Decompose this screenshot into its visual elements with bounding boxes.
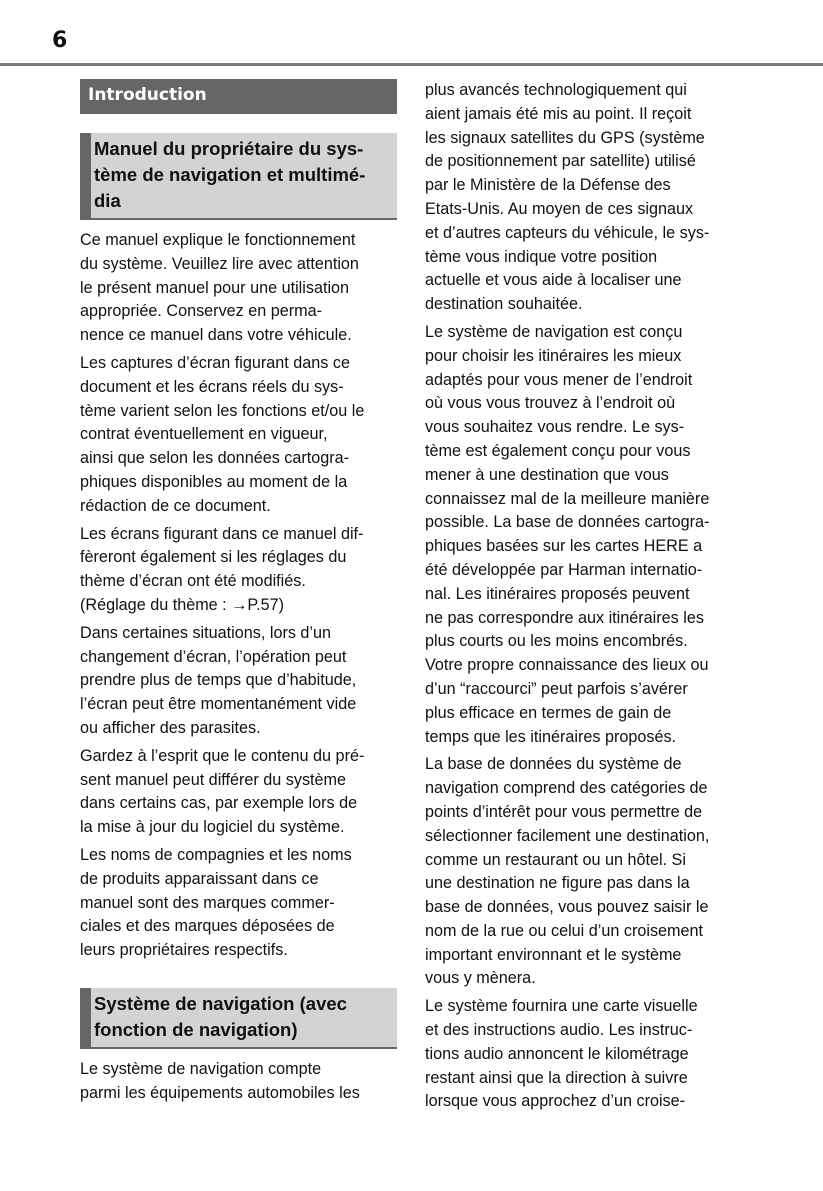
section-heading (80, 133, 397, 220)
text-line: Dans certaines situations, lors d’un (80, 623, 332, 642)
text-line: possible. La base de données cartogra- (425, 513, 710, 532)
paragraph (80, 523, 400, 618)
heading-line: fonction de navigation) (94, 1018, 298, 1040)
text-line: temps que les itinéraires proposés. (425, 727, 677, 746)
text-line: contrat éventuellement en vigueur, (80, 425, 328, 444)
text-line: manuel sont des marques commer- (80, 893, 335, 912)
text-line: (Réglage du thème : →P.57) (80, 595, 284, 614)
text-line: Le système fournira une carte visuelle (425, 997, 698, 1016)
text-line: Ce manuel explique le fonctionnement (80, 231, 356, 249)
sections (80, 133, 400, 1106)
heading-line: tème de navigation et multimé- (94, 164, 366, 185)
text-line: nal. Les itinéraires proposés peuvent (425, 584, 690, 603)
text-line: ainsi que selon les données cartogra- (80, 449, 350, 468)
text-line: appropriée. Conservez en perma- (80, 302, 323, 321)
text-line: La base de données du système de (425, 755, 682, 774)
text-line: Le système de navigation est conçu (425, 322, 683, 341)
text-line: nom de la rue ou celui d’un croisement (425, 921, 704, 940)
text-line: nence ce manuel dans votre véhicule. (80, 326, 352, 345)
text-line: de positionnement par satellite) utilisé (425, 152, 696, 171)
text-line: Les noms de compagnies et les noms (80, 845, 352, 864)
text-line: lorsque vous approchez d’un croise- (425, 1092, 686, 1111)
text-line: été développée par Harman internatio- (425, 560, 703, 579)
text-line: et d’autres capteurs du véhicule, le sys- (425, 223, 710, 242)
paragraph (425, 995, 745, 1114)
text-line: le présent manuel pour une utilisation (80, 278, 350, 297)
left-column (80, 79, 400, 1106)
text-line: tème est également conçu pour vous (425, 441, 691, 460)
heading-line: dia (94, 190, 121, 211)
text-line: changement d’écran, l’opération peut (80, 647, 347, 666)
text-line: fèreront également si les réglages du (80, 548, 347, 567)
paragraph (425, 79, 745, 317)
heading-line: Manuel du propriétaire du sys- (94, 138, 364, 159)
text-line: adaptés pour vous mener de l’endroit (425, 370, 693, 389)
text-line: destination souhaitée. (425, 295, 583, 314)
text-line: ciales et des marques déposées de (80, 917, 335, 936)
text-line: par le Ministère de la Défense des (425, 176, 671, 195)
paragraph (80, 745, 400, 840)
text-line: thème d’écran ont été modifiés. (80, 572, 306, 591)
text-line: Gardez à l’esprit que le contenu du pré- (80, 746, 365, 765)
text-line: Les écrans figurant dans ce manuel dif- (80, 524, 364, 543)
text-line: vous y mènera. (425, 969, 536, 988)
text-line: dans certains cas, par exemple lors de (80, 794, 358, 813)
text-line: base de données, vous pouvez saisir le (425, 898, 709, 917)
text-line: une destination ne figure pas dans la (425, 874, 690, 893)
paragraph (425, 321, 745, 749)
text-line: pour choisir les itinéraires les mieux (425, 346, 682, 365)
text-line: tème varient selon les fonctions et/ou le (80, 401, 365, 420)
text-line: rédaction de ce document. (80, 496, 271, 515)
text-line: plus courts ou les moins encombrés. (425, 632, 688, 651)
text-line: sent manuel peut différer du système (80, 770, 347, 789)
paragraph (425, 753, 745, 991)
text-line: où vous vous trouvez à l’endroit où (425, 394, 676, 413)
text-line: mener à une destination que vous (425, 465, 669, 484)
text-line: important environnant et le système (425, 945, 682, 964)
text-line: ne pas correspondre aux itinéraires les (425, 608, 704, 627)
text-line: l’écran peut être momentanément vide (80, 695, 357, 714)
header-rule (0, 63, 823, 66)
text-line: points d’intérêt pour vous permettre de (425, 802, 703, 821)
text-line: leurs propriétaires respectifs. (80, 941, 288, 960)
text-line: Votre propre connaissance des lieux ou (425, 656, 709, 675)
text-line: de produits apparaissant dans ce (80, 869, 319, 888)
text-line: du système. Veuillez lire avec attention (80, 254, 359, 273)
text-line: les signaux satellites du GPS (système (425, 128, 705, 147)
text-line: tions audio annoncent le kilométrage (425, 1044, 689, 1063)
text-line: la mise à jour du logiciel du système. (80, 818, 345, 837)
text-line: restant ainsi que la direction à suivre (425, 1068, 688, 1087)
page-number: 6 (52, 28, 68, 53)
chapter-title: Introduction (80, 79, 397, 114)
section-heading (80, 988, 397, 1049)
text-line: plus efficace en termes de gain de (425, 703, 672, 722)
text-line: ou afficher des parasites. (80, 718, 261, 737)
text-line: phiques basées sur les cartes HERE a (425, 537, 703, 556)
text-line: comme un restaurant ou un hôtel. Si (425, 850, 686, 869)
text-line: actuelle et vous aide à localiser une (425, 271, 682, 290)
right-column (425, 75, 745, 1114)
text-line: tème vous indique votre position (425, 247, 658, 266)
text-line: prendre plus de temps que d’habitude, (80, 671, 357, 690)
text-line: plus avancés technologiquement qui (425, 81, 687, 99)
text-line: connaissez mal de la meilleure manière (425, 489, 710, 508)
paragraph (80, 352, 400, 519)
paragraph (80, 622, 400, 741)
text-line: document et les écrans réels du sys- (80, 377, 344, 396)
text-line: Les captures d’écran figurant dans ce (80, 353, 350, 372)
heading-line: Système de navigation (avec (94, 992, 347, 1014)
text-line: navigation comprend des catégories de (425, 779, 708, 798)
text-line: parmi les équipements automobiles les (80, 1083, 360, 1102)
text-line: Etats-Unis. Au moyen de ces signaux (425, 199, 694, 218)
text-line: et des instructions audio. Les instruc- (425, 1021, 693, 1040)
paragraph (80, 229, 400, 348)
text-line: phiques disponibles au moment de la (80, 472, 348, 491)
text-line: Le système de navigation compte (80, 1059, 322, 1078)
text-line: vous souhaitez vous rendre. Le sys- (425, 418, 685, 437)
text-line: sélectionner facilement une destination, (425, 826, 710, 845)
text-line: d’un “raccourci” peut parfois s’avérer (425, 679, 688, 698)
paragraph (80, 844, 400, 963)
paragraph (80, 1058, 400, 1106)
text-line: aient jamais été mis au point. Il reçoit (425, 104, 692, 123)
